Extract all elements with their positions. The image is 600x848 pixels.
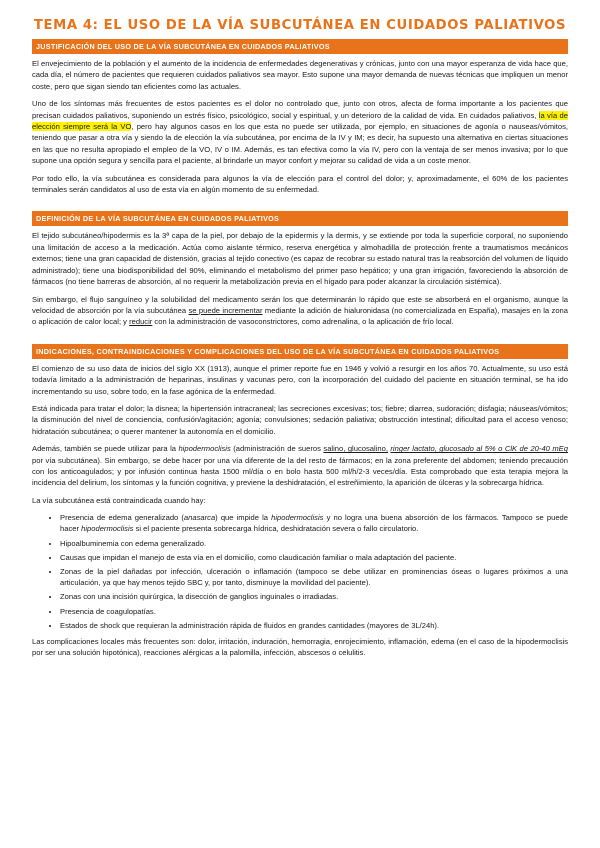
list-item: • Hipoalbuminemia con edema generalizado.	[60, 538, 568, 549]
paragraph: Por todo ello, la vía subcutánea es considerada para algunos la vía de elección para el control del dolor; y, aproximadamente, el 60% de los pacientes terminales serán candidatos al uso de esta vía en algún momento de su enfermedad.	[32, 173, 568, 195]
section-heading-justificacion: JUSTIFICACIÓN DEL USO DE LA VÍA SUBCUTÁNEA EN CUIDADOS PALIATIVOS	[32, 39, 568, 54]
paragraph: Está indicada para tratar el dolor; la disnea; la hipertensión intracraneal; las secreciones excesivas; tos; fiebre; diarrea, sudoración; disfagia; náuseas/vómitos; la disminución del nivel de conciencia, confusión/agitación; agonía; convulsiones; sedación paliativa; obstrucción intestinal; dificultad para el acceso venoso; hidratación subcutánea; o querer mantener la autonomía en el domicilio.	[32, 403, 568, 436]
text-run: Además, también se puede utilizar para la	[32, 444, 179, 454]
list-item: • Zonas de la piel dañadas por infección, ulceración o inflamación (tampoco se debe utilizar en prominencias óseas o lugares próximos a una articulación, ya que hay menos tejido SBC y, por tanto, disminuye la movilidad del paciente).	[60, 566, 568, 588]
text-run: y no logra una buena absorción de los fármacos. Tampoco se puede hacer	[60, 513, 569, 534]
paragraph: El tejido subcutáneo/hipodermis es la 3ª capa de la piel, por debajo de la epidermis y la dermis, y se extiende por toda la superficie corporal, no suponiendo una limitación de acceso a la medicación. Actúa como aislante térmico, reserva energética y almohadilla de protección frente a traumatismos mecánicos externos; tiene una gran capacidad de distensión, gracias al tejido conectivo (es capaz de recobrar su estado natural tras la reabsorción del volumen de líquido administrado); tiene una biodisponibilidad del 90%, eliminando el metabolismo del primer paso hepático; y una gran irrigación, favoreciendo la absorción de fármacos (no tiene barreras de absorción, al no requerir la metabolización previa en el hígado para poder alcanzar la circulación sistémica).	[32, 231, 568, 287]
list-item: • Zonas con una incisión quirúrgica, la disección de ganglios inguinales o irradiadas.	[60, 591, 568, 602]
italic-text: hipodermoclisis	[81, 524, 134, 534]
list-item: • Estados de shock que requieran la administración rápida de fluidos en grandes cantidades (mayores de 3L/24h).	[60, 620, 568, 631]
paragraph: El envejecimiento de la población y el aumento de la incidencia de enfermedades degenerativas y crónicas, junto con una mayor esperanza de vida hace que, cada día, el número de pacientes que requieren cuidados paliativos sea mayor. Esto supone una mayor demanda de nuevas técnicas que impliquen un menor coste, pero que sigan siendo tan eficientes como las actuales.	[32, 59, 568, 91]
text-run: Presencia de edema generalizado (	[60, 513, 184, 523]
italic-text: anasarca	[183, 513, 216, 523]
text-run: , pero hay algunos casos en los que esta no puede ser utilizada, por ejemplo, en situaciones de agonía o nauseas/vómitos, teniendo que pasar a otra vía y siendo la de elección la vía subcutánea, por encima de la IV y IM; es decir, ha supuesto una alternativa en ciertas situaciones en las que no resulta apropiado el empleo de la VO, IV o IM. Además, es tan efectiva como la vía IV, pero con la ventaja de ser menos invasiva; por lo que supone una opción segura y sencilla para el paciente, al brindarle un mayor confort y mejorar su calidad de vida a un coste menor.	[32, 122, 568, 166]
page-title: TEMA 4: EL USO DE LA VÍA SUBCUTÁNEA EN CUIDADOS PALIATIVOS	[33, 18, 567, 33]
paragraph	[32, 294, 568, 328]
paragraph: Las complicaciones locales más frecuentes son: dolor, irritación, induración, hemorragia, enrojecimiento, inflamación, edema (en el caso de la hipodermoclisis por ser una solución hipotónica), reacciones alérgicas a la palomilla, infección, abscesos o celulitis.	[32, 637, 568, 658]
highlighted-text: la vía de elección siempre será la VO	[32, 110, 568, 132]
text-run: (administración de sueros	[230, 444, 324, 454]
list-item: • Causas que impidan el manejo de esta vía en el domicilio, como claudicación familiar o mala adaptación del paciente.	[60, 552, 568, 563]
text-run: por vía subcutánea). Sin embargo, se debe hacer por una vía diferente de la del resto de fármacos; en la zona preferente del abdomen; teniendo precaución con los anticoagulados; y por infusión continua hasta 1500 ml/día o en bolo hasta 500 ml/h/2-3 veces/día. Esta comprobado que esta terapia mejora la incidencia del delirium, los síntomas y la función cognitiva, y previene la deshidratación, el estreñimiento, la aparición de úlceras y la sobrecarga hídrica.	[32, 455, 568, 488]
paragraph: La vía subcutánea está contraindicada cuando hay:	[32, 495, 206, 505]
text-run: mediante la adición de hialuronidasa (no comercializada en España), masajes en la zona o aplicación de calor local; y	[32, 305, 568, 327]
list-item: • Presencia de coagulopatías.	[60, 606, 568, 617]
section-heading-indicaciones: INDICACIONES, CONTRAINDICACIONES Y COMPLICACIONES DEL USO DE LA VÍA SUBCUTÁNEA EN CUIDADOS PALIATIVOS	[32, 344, 568, 359]
list-item	[60, 512, 568, 534]
text-run: si el paciente presenta sobrecarga hídrica, deshidratación severa o fallo circulatorio.	[133, 524, 419, 534]
underlined-text: se puede incrementar	[188, 305, 263, 315]
paragraph: El comienzo de su uso data de inicios del siglo XX (1913), aunque el primer reporte fue en 1946 y volvió a resurgir en los años 70. Actualmente, su uso está todavía limitado a la administración de heparinas, insulinas y vacunas pero, con la incorporación del cuidado del paciente en situación terminal, se ha ido incrementando su uso, sobre todo, en la fase agónica de la enfermedad.	[32, 363, 568, 396]
italic-text: hipodermoclisis	[271, 513, 324, 523]
underlined-italic-text: ringer lactato, glucosado al 5% o ClK de 20-40 mEq	[390, 444, 568, 454]
contraindications-list	[32, 512, 568, 631]
underlined-text: salino, glucosalino,	[323, 444, 388, 454]
text-run: ) que impide la	[215, 513, 272, 523]
section-heading-definicion: DEFINICIÓN DE LA VÍA SUBCUTÁNEA EN CUIDADOS PALIATIVOS	[32, 211, 568, 226]
paragraph	[32, 98, 568, 166]
italic-text: hipodermoclisis	[178, 444, 231, 454]
text-run: Sin embargo, el flujo sanguíneo y la solubilidad del medicamento serán los que determinarán lo rápido que este se absorberá en el organismo, aunque la velocidad de absorción por la vía subcutánea	[32, 294, 568, 315]
text-run: con la administración de vasoconstrictores, como adrenalina, o la aplicación de frío local.	[152, 317, 454, 327]
underlined-text: reducir	[129, 317, 153, 327]
paragraph	[32, 443, 568, 489]
text-run: Uno de los síntomas más frecuentes de estos pacientes es el dolor no controlado que, junto con otros, afecta de forma importante a los pacientes que precisan cuidados paliativos, suponiendo un estrés físico, psicológico, social y espiritual, y un deterioro de la calidad de vida. En cuidados paliativos,	[32, 99, 568, 120]
